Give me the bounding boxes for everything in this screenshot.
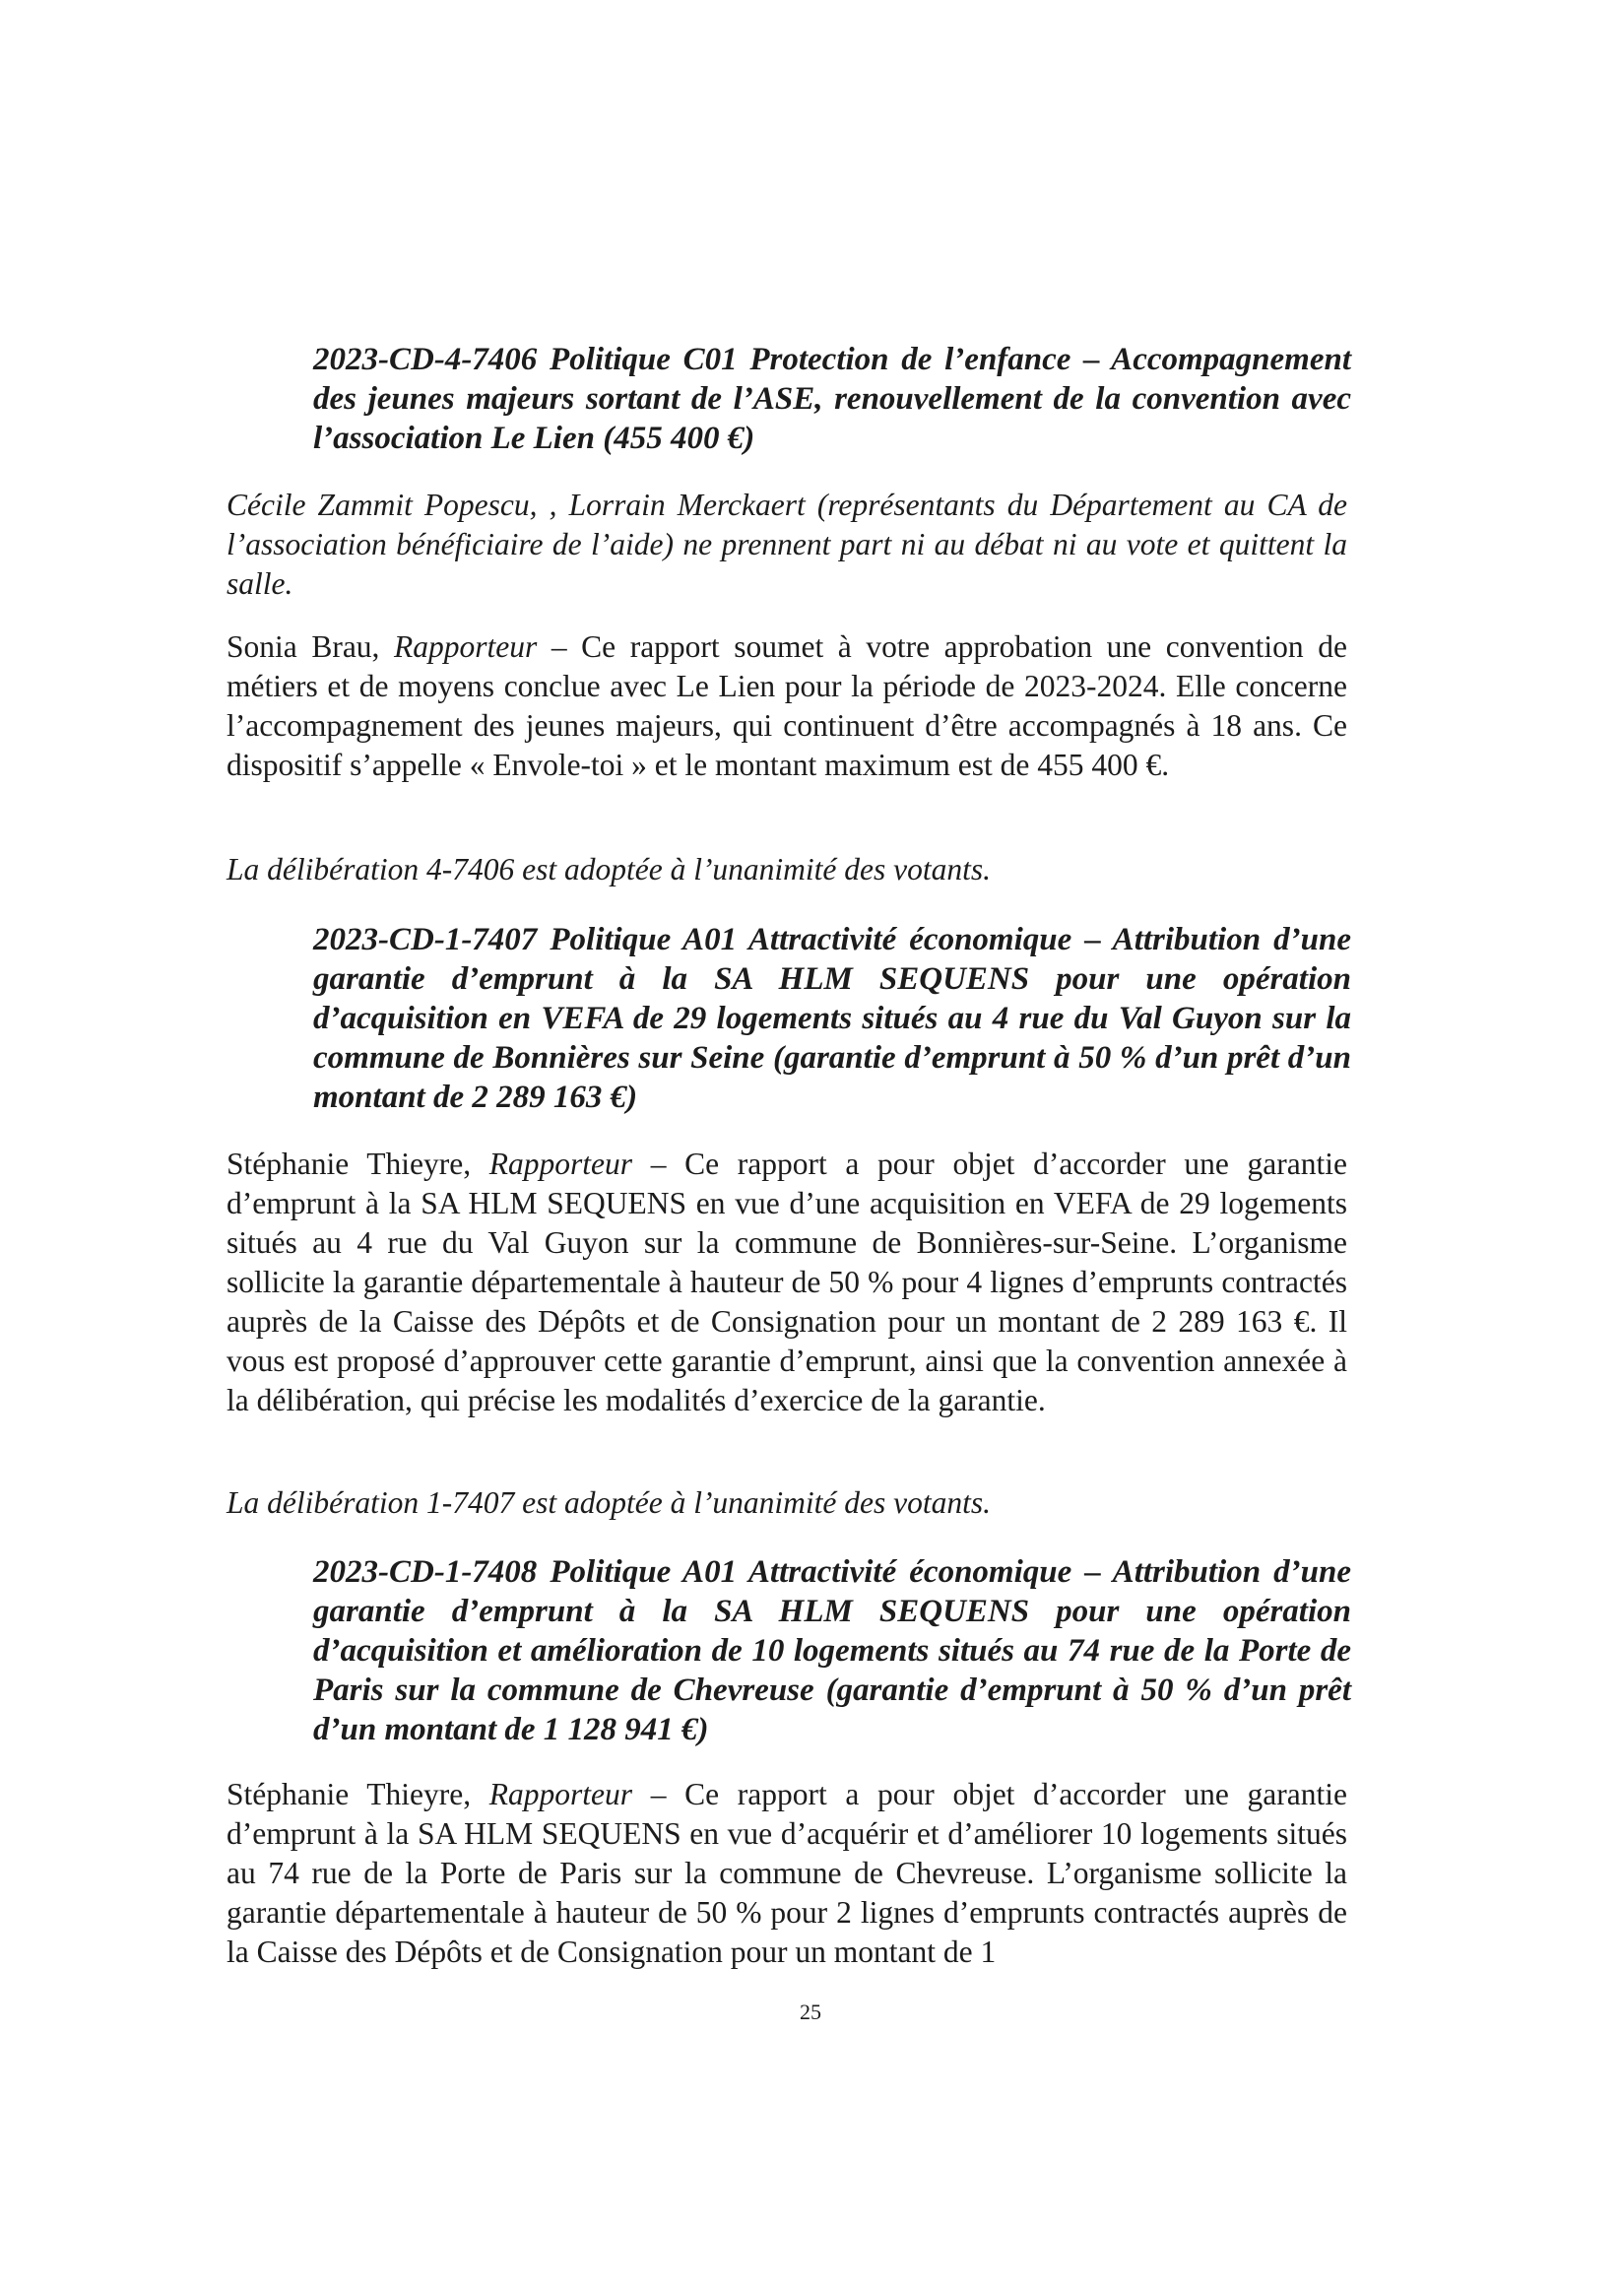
section-3-heading: 2023-CD-1-7408 Politique A01 Attractivité économique – Attribution d’une garantie d’emprunt à la SA HLM SEQUENS pour une opération d’acquisition et amélioration de 10 logements situés au 74 rue de la Porte de Paris sur la commune de Chevreuse (garantie d’emprunt à 50 % d’un prêt d’un montant de 1 128 941 €): [313, 1554, 1351, 1747]
section-2-role: Rapporteur: [488, 1147, 633, 1181]
section-3-role: Rapporteur: [488, 1777, 633, 1811]
section-1-heading: 2023-CD-4-7406 Politique C01 Protection de l’enfance – Accompagnement des jeunes majeurs sortant de l’ASE, renouvellement de la convention avec l’association Le Lien (455 400 €): [313, 342, 1351, 456]
page-number: 25: [800, 2000, 821, 2024]
section-2-result: La délibération 1-7407 est adoptée à l’unanimité des votants.: [227, 1485, 992, 1520]
section-1-body: – Ce rapport soumet à votre approbation une convention de métiers et de moyens conclue avec Le Lien pour la période de 2023-2024. Elle concerne l’accompagnement des jeunes majeurs, qui continuent d’être accompagnés à 18 ans. Ce dispositif s’appelle « Envole-toi » et le montant maximum est de 455 400 €.: [227, 629, 1347, 782]
section-1-role: Rapporteur: [394, 629, 538, 664]
section-2-report: [227, 1145, 1347, 1420]
section-3-report: [227, 1775, 1347, 1972]
section-1-report: [227, 627, 1347, 785]
section-2-heading: 2023-CD-1-7407 Politique A01 Attractivité économique – Attribution d’une garantie d’emprunt à la SA HLM SEQUENS pour une opération d’acquisition en VEFA de 29 logements situés au 4 rue du Val Guyon sur la commune de Bonnières sur Seine (garantie d’emprunt à 50 % d’un prêt d’un montant de 2 289 163 €): [313, 922, 1351, 1115]
section-3-body: – Ce rapport a pour objet d’accorder une garantie d’emprunt à la SA HLM SEQUENS en vue d’acquérir et d’améliorer 10 logements situés au 74 rue de la Porte de Paris sur la commune de Chevreuse. L’organisme sollicite la garantie départementale à hauteur de 50 % pour 2 lignes d’emprunts contractés auprès de la Caisse des Dépôts et de Consignation pour un montant de 1: [227, 1777, 1347, 1969]
section-3-speaker: Stéphanie Thieyre,: [227, 1777, 489, 1811]
section-1-note: Cécile Zammit Popescu, , Lorrain Merckaert (représentants du Département au CA de l’association bénéficiaire de l’aide) ne prennent part ni au débat ni au vote et quittent la salle.: [227, 488, 1347, 601]
section-1-speaker: Sonia Brau,: [227, 629, 394, 664]
section-2-body: – Ce rapport a pour objet d’accorder une garantie d’emprunt à la SA HLM SEQUENS en vue d’une acquisition en VEFA de 29 logements situés au 4 rue du Val Guyon sur la commune de Bonnières-sur-Seine. L’organisme sollicite la garantie départementale à hauteur de 50 % pour 4 lignes d’emprunts contractés auprès de la Caisse des Dépôts et de Consignation pour un montant de 2 289 163 €. Il vous est proposé d’approuver cette garantie d’emprunt, ainsi que la convention annexée à la délibération, qui précise les modalités d’exercice de la garantie.: [227, 1147, 1347, 1417]
section-2-speaker: Stéphanie Thieyre,: [227, 1147, 489, 1181]
section-1-result: La délibération 4-7406 est adoptée à l’unanimité des votants.: [227, 852, 992, 886]
